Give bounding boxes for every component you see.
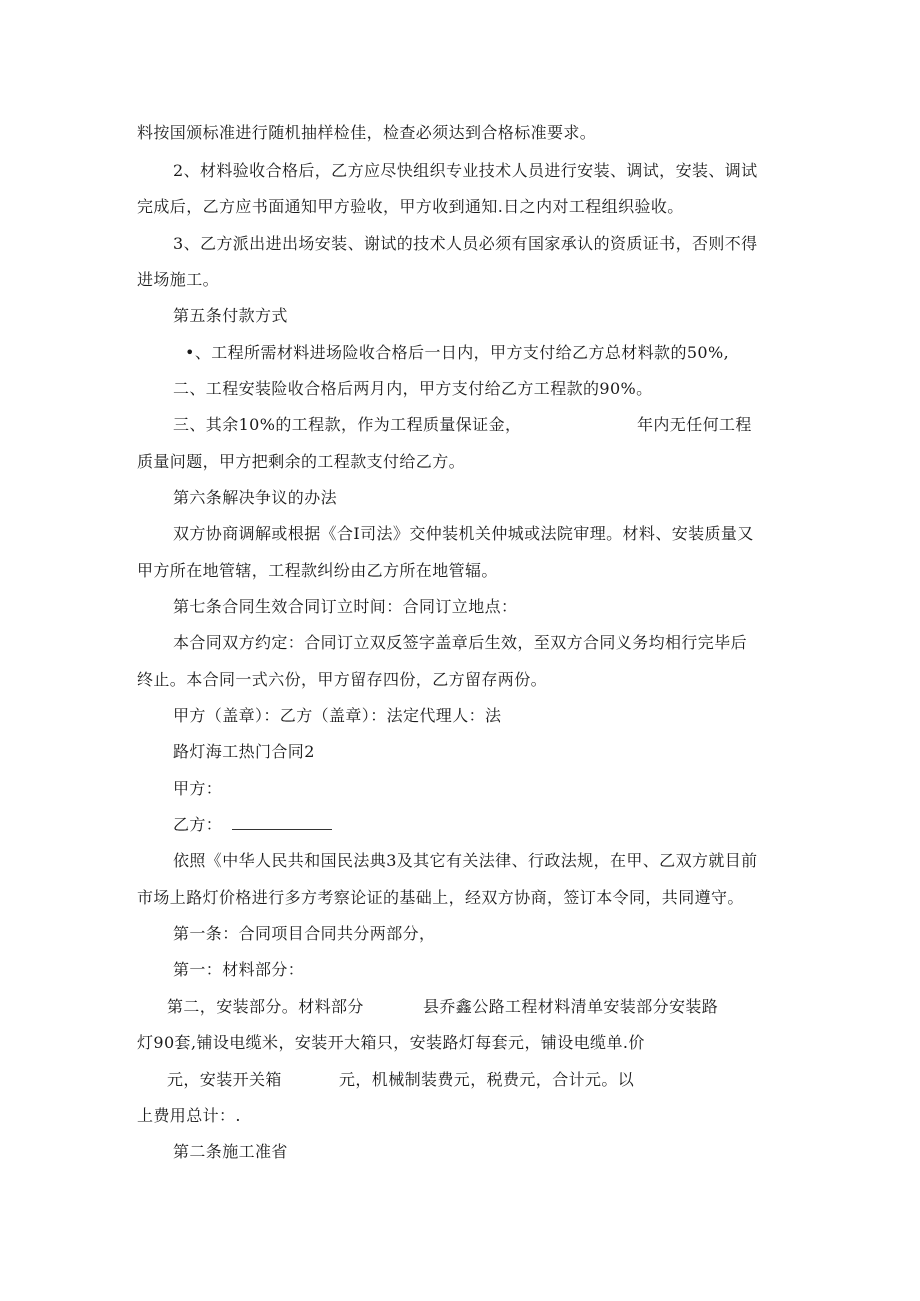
text-line: 质量问题，甲方把剩余的工程款支付给乙方。 — [137, 452, 466, 471]
text-line: 2、材料验收合格后，乙方应尽快组织专业技术人员进行安装、调试，安装、调试 — [173, 161, 758, 180]
document-title: 路灯海工热门合同2 — [173, 742, 315, 761]
text-line: 第一：材料部分： — [173, 960, 305, 979]
text-line: 完成后，乙方应书面通知甲方验收，甲方收到通知.日之内对工程组织验收。 — [137, 197, 684, 216]
section-heading: 第一条：合同项目合同共分两部分， — [173, 924, 436, 943]
text-line: 上费用总计：. — [137, 1106, 241, 1125]
text-line: 县乔鑫公路工程材料清单安装部分安装路 — [423, 997, 719, 1016]
text-line: 第二，安装部分。材料部分 — [167, 997, 364, 1016]
text-line: 三、其余10%的工程款，作为工程质量保证金， — [173, 415, 522, 434]
text-line: 市场上路灯价格进行多方考察论证的基础上，经双方协商，签订本令同，共同遵守。 — [137, 888, 744, 907]
signature-line: 甲方（盖章）：乙方（盖章）：法定代理人：法 — [173, 706, 502, 725]
text-line: 本合同双方约定：合同订立双反签字盖章后生效，至双方合同义务均相行完毕后 — [173, 633, 748, 652]
text-line: 元，安装开关箱 — [167, 1070, 282, 1089]
text-line: 进场施工。 — [137, 270, 220, 289]
text-line: 依照《中华人民共和国民法典3及其它有关法律、行政法规，在甲、乙双方就目前 — [173, 851, 758, 870]
text-line: 料按国颁标准进行随机抽样检佳，检查必须达到合格标准要求。 — [137, 123, 597, 142]
section-heading: 第六条解决争议的办法 — [173, 488, 338, 507]
text-line: 终止。本合同一式六份，甲方留存四份，乙方留存两份。 — [137, 670, 548, 689]
text-line: 年内无任何工程 — [637, 415, 752, 434]
text-line: 双方协商调解或根据《合I司法》交仲装机关仲城或法院审理。材料、安装质量又 — [173, 524, 754, 543]
party-b-row — [173, 815, 332, 835]
text-line: 灯90套,铺设电缆米，安装开大箱只，安装路灯每套元，铺设电缆单.价 — [137, 1033, 645, 1052]
text-line: 3、乙方派出进出场安装、谢试的技术人员必须有国家承认的资质证书，否则不得 — [173, 234, 758, 253]
section-heading: 第七条合同生效合同订立时间：合同订立地点： — [173, 597, 518, 616]
section-heading: 第五条付款方式 — [173, 306, 288, 325]
text-line: 元，机械制装费元，税费元，合计元。以 — [339, 1070, 635, 1089]
section-heading: 第二条施工准省 — [173, 1142, 288, 1161]
text-line: 二、工程安装险收合格后两月内，甲方支付给乙方工程款的90%。 — [173, 379, 653, 398]
party-a-label: 甲方： — [173, 779, 223, 798]
text-line: 甲方所在地管辖，工程款纠纷由乙方所在地管辐。 — [137, 561, 498, 580]
text-line: •、工程所需材料进场险收合格后一日内，甲方支付给乙方总材料款的50%, — [185, 343, 730, 362]
party-b-label: 乙方： — [173, 815, 223, 834]
party-b-blank — [232, 815, 332, 830]
